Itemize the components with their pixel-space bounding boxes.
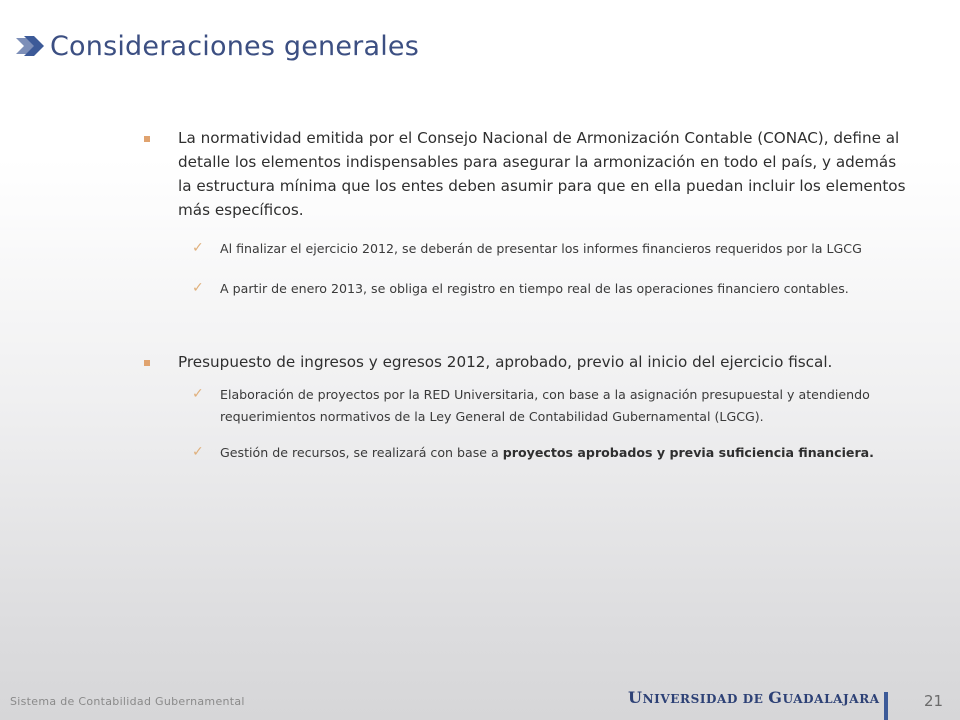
bullet-text: Presupuesto de ingresos y egresos 2012, aprobado, previo al inicio del ejercicio fiscal. (178, 353, 833, 371)
check-icon: ✓ (192, 240, 204, 256)
content (140, 126, 910, 464)
square-bullet-icon (144, 136, 150, 142)
bullet-item-conac (140, 126, 910, 222)
sub-item-text: Al finalizar el ejercicio 2012, se deberán de presentar los informes financieros requeridos por la LGCG (220, 241, 862, 256)
check-icon: ✓ (192, 386, 204, 402)
footer-divider (884, 692, 888, 720)
sub-item-text: A partir de enero 2013, se obliga el registro en tiempo real de las operaciones financiero contables. (220, 281, 849, 296)
sub-item (140, 238, 910, 260)
check-icon: ✓ (192, 280, 204, 296)
sub-item (140, 442, 910, 464)
title-row (14, 26, 419, 66)
check-icon: ✓ (192, 444, 204, 460)
page-number: 21 (924, 692, 944, 710)
sub-item (140, 384, 910, 428)
footer (0, 680, 960, 720)
sub-item (140, 278, 910, 300)
chevron-right-icon (14, 34, 46, 58)
bullet-item-presupuesto (140, 350, 910, 374)
sub-item-text: Elaboración de proyectos por la RED Universitaria, con base a la asignación presupuestal y atendiendo requerimientos normativos de la Ley General de Contabilidad Gubernamental (LGCG). (220, 387, 870, 424)
university-logo-text: UNIVERSIDAD DE GUADALAJARA (628, 688, 880, 707)
page-title: Consideraciones generales (50, 30, 419, 62)
sub-item-text-prefix: Gestión de recursos, se realizará con base a (220, 445, 503, 460)
bullet-text: La normatividad emitida por el Consejo Nacional de Armonización Contable (CONAC), define al detalle los elementos indispensables para asegurar la armonización en todo el país, y además la estructura mínima que los entes deben asumir para que en ella puedan incluir los elementos más específicos. (178, 129, 906, 219)
sub-item-text-bold: proyectos aprobados y previa suficiencia financiera. (502, 445, 874, 460)
footer-system-name: Sistema de Contabilidad Gubernamental (10, 695, 245, 708)
square-bullet-icon (144, 360, 150, 366)
